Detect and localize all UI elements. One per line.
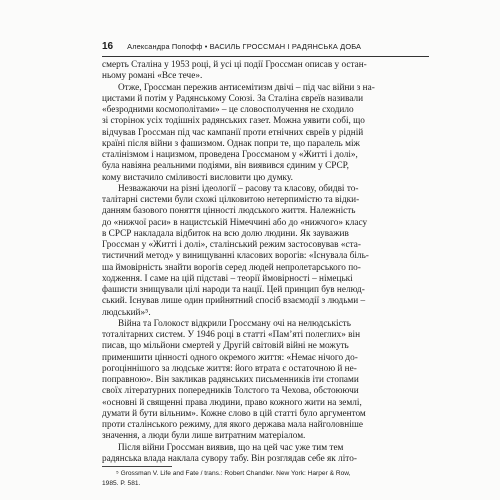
footnote-rule [102, 466, 172, 467]
paragraph [102, 184, 429, 319]
text-line: рогоціннішого за людське життя: його втрата є остаточною й не- [102, 363, 357, 374]
footnote-line: ⁵ Grossman V. Life and Fate / trans.: Robert Chandler. New York: Harper & Row, [116, 470, 351, 477]
body-text [102, 60, 429, 465]
text-line: «безродними космополітами» – це словосполучення не сходило [102, 105, 354, 115]
text-line: країні після війни з фашизмом. Однак попри те, що паралель між [102, 138, 360, 149]
text-line: в СРСР накладала відбиток на всю долю людини. Як зауважив [102, 228, 349, 239]
text-line: зі сторінок усіх тодішніх радянських газет. Можна уявити собі, що [102, 116, 365, 127]
text-line: проти сталінського режиму, для якого держава мала найголовніше [102, 420, 364, 430]
paragraph [102, 319, 429, 443]
text-line: фашисти знищували цілі народи та нації. Цей принцип був нелюд- [102, 285, 365, 295]
page-header [102, 41, 429, 52]
text-line: сталінізмом і нацизмом, проведена Гроссманом у «Житті і долі», [102, 150, 358, 160]
paragraph [102, 60, 429, 83]
text-line: ходження. І саме на цій підставі – теорії ймовірності – німецькі [102, 273, 353, 284]
paragraph [102, 83, 429, 184]
text-line: думати й бути вільним». Кожне слово в цій статті було аргументом [102, 408, 366, 419]
text-line: применшити цінності одного окремого життя: «Немає нічого до- [102, 352, 358, 363]
text-line: людський»⁵. [102, 307, 151, 318]
running-head: Александра Попофф • ВАСИЛЬ ГРОССМАН І РАДЯНСЬКА ДОБА [127, 42, 362, 51]
text-line: смерть Сталіна у 1953 році, й усі ці події Гроссман описав у остан- [102, 60, 367, 70]
text-line: «основні й священні права людини, право кожного жити на землі, [102, 397, 362, 408]
page-number: 16 [102, 41, 114, 52]
text-line: Після війни Гроссман виявив, що на цей час уже тим тем [118, 442, 344, 453]
text-line: цистами й потім у Радянському Союзі. За Сталіна євреїв називали [102, 93, 364, 104]
text-line: значення, а люди були лише витратним матеріалом. [102, 431, 306, 442]
text-line: Гроссман у «Житті і долі», сталінський режим застосовував «ста- [102, 240, 361, 250]
text-line: ньому романі «Все тече». [102, 71, 203, 82]
text-line: ша ймовірність знайти ворогів серед людей непролетарського по- [102, 262, 361, 273]
text-line: Отже, Гроссман пережив антисемітизм двічі – під час війни з на- [118, 82, 375, 93]
text-line: була навіяна реальними подіями, він виявився єдиним у СРСР, [102, 161, 349, 172]
header-rule [102, 56, 429, 57]
text-line: відчував Гроссман під час кампанії проти етнічних євреїв у рідній [102, 127, 364, 138]
text-line: кому вистачило сміливості висловити цю думку. [102, 172, 293, 183]
text-line: тоталітарних систем. У 1946 році в статті «Пам’яті полеглих» він [102, 330, 361, 340]
text-line: тистичний метод» у винищуванні класових ворогів: «Існувала біль- [102, 251, 369, 262]
text-line: поправною». Він закликав радянських письменників іти стопами [102, 375, 359, 385]
text-line: до «нижчої раси» в нацистській Німеччині або до «нижчого» класу [102, 217, 368, 228]
text-line: данням базового поняття цінності людського життя. Належність [102, 206, 356, 217]
text-line: Війна та Голокост відкрили Гроссману очі на нелюдськість [118, 318, 351, 329]
paragraph [102, 443, 429, 466]
text-line: радянська влада наклала сувору табу. Він розглядав себе як літо- [102, 453, 357, 464]
text-line: талітарні системи були схожі цілковитою нетерпимістю та відки- [102, 195, 360, 205]
text-line: своїх літературних попередників Толстого та Чехова, обстоюючи [102, 386, 359, 397]
text-line: Незважаючи на різні ідеології – расову та класову, обидві то- [118, 183, 359, 194]
text-line: ський. Існував лише один прийнятний спосіб взаємодії з людьми – [102, 296, 366, 307]
footnote-line: 1985. P. 581. [102, 479, 141, 487]
footnote [102, 469, 429, 488]
text-line: писав, що мільйони смертей у Другій світовій війні не можуть [102, 341, 349, 352]
